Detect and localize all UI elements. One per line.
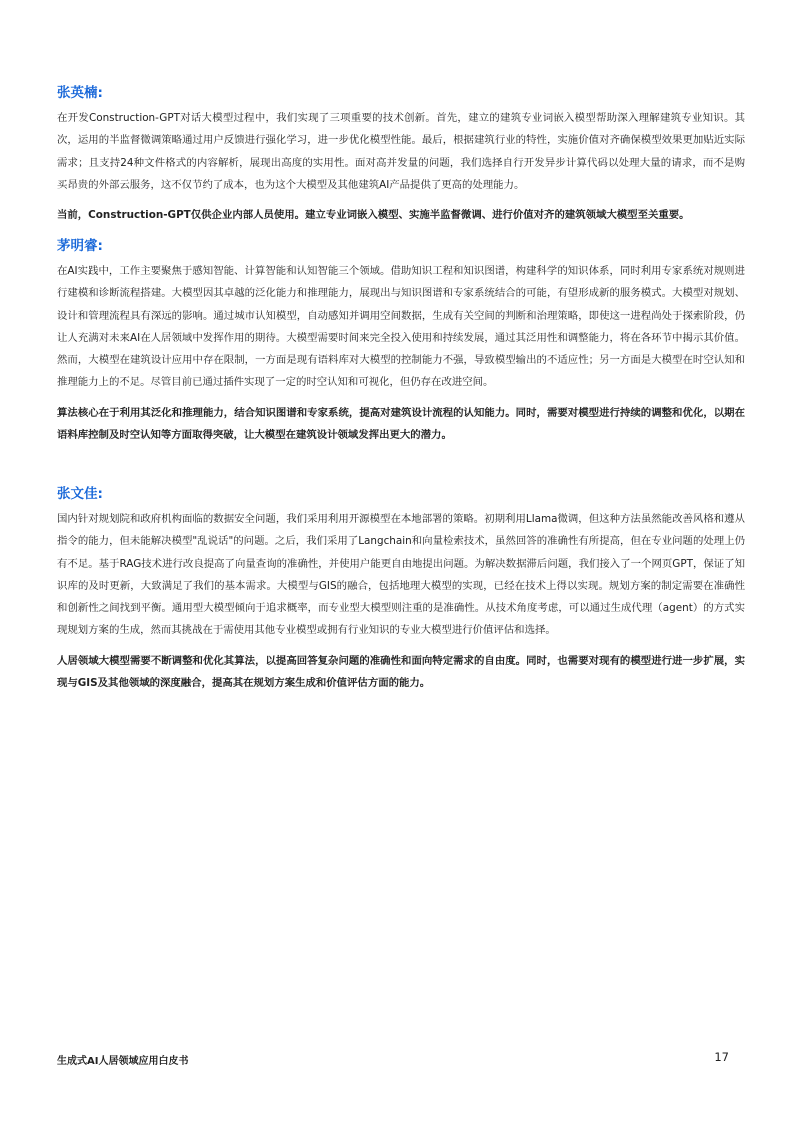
section-summary: 当前，Construction-GPT仅供企业内部人员使用。建立专业词嵌入模型、实施半监督微调、进行价值对齐的建筑领域大模型至关重要。 [57,209,690,222]
section-paragraph: 在开发Construction-GPT对话大模型过程中，我们实现了三项重要的技术创新。首先，建立的建筑专业词嵌入模型帮助深入理解建筑专业知识。其次，运用的半监督微调策略通过用户反馈进行强化学习，进一步优化模型性能。最后，根据建筑行业的特性，实施价值对齐确保模型效果更加贴近实际需求；且支持24种文件格式的内容解析，展现出高度的实用性。面对高并发量的问题，我们选择自行开发异步计算代码以处理大量的请求，而不是购买昂贵的外部云服务，这不仅节约了成本，也为这个大模型及其他建筑AI产品提供了更高的处理能力。 [57,112,745,191]
section-summary: 人居领域大模型需要不断调整和优化其算法，以提高回答复杂问题的准确性和面向特定需求的自由度。同时，也需要对现有的模型进行进一步扩展，实现与GIS及其他领域的深度融合，提高其在规划方案生成和价值评估方面的能力。 [57,654,745,690]
page-number: 17 [714,1050,729,1064]
section-mao-mingrui [57,237,745,446]
section-summary: 算法核心在于利用其泛化和推理能力，结合知识图谱和专家系统，提高对建筑设计流程的认知能力。同时，需要对模型进行持续的调整和优化，以期在语料库控制及时空认知等方面取得突破，让大模型在建筑设计领域发挥出更大的潜力。 [57,406,745,442]
section-paragraph: 在AI实践中，工作主要聚焦于感知智能、计算智能和认知智能三个领域。借助知识工程和知识图谱，构建科学的知识体系，同时利用专家系统对规则进行建模和诊断流程搭建。大模型因其卓越的泛化能力和推理能力，展现出与知识图谱和专家系统结合的可能，有望形成新的服务模式。大模型对规划、设计和管理流程具有深远的影响。通过城市认知模型，自动感知并调用空间数据，生成有关空间的判断和治理策略，即使这一进程尚处于探索阶段，仍让人充满对未来AI在人居领域中发挥作用的期待。大模型需要时间来完全投入使用和持续发展，通过其泛用性和调整能力，将在各环节中揭示其价值。然而，大模型在建筑设计应用中存在限制，一方面是现有语料库对大模型的控制能力不强，导致模型输出的不适应性；另一方面是大模型在时空认知和推理能力上的不足。尽管目前已通过插件实现了一定的时空认知和可视化，但仍存在改进空间。 [57,265,745,389]
section-paragraph: 国内针对规划院和政府机构面临的数据安全问题，我们采用利用开源模型在本地部署的策略。初期利用Llama微调，但这种方法虽然能改善风格和遵从指令的能力，但未能解决模型"乱说话"的问题。之后，我们采用了Langchain和向量检索技术，虽然回答的准确性有所提高，但在专业问题的处理上仍有不足。基于RAG技术进行改良提高了向量查询的准确性，并使用户能更自由地提出问题。为解决数据滞后问题，我们接入了一个网页GPT，保证了知识库的及时更新，大致满足了我们的基本需求。大模型与GIS的融合，包括地理大模型的实现，已经在技术上得以实现。规划方案的制定需要在准确性和创新性之间找到平衡。通用型大模型倾向于追求概率，而专业型大模型则注重的是准确性。从技术角度考虑，可以通过生成代理（agent）的方式实现规划方案的生成，然而其挑战在于需使用其他专业模型或拥有行业知识的专业大模型进行价值评估和选择。 [57,513,745,637]
speaker-name: 张英楠: [57,85,103,101]
page-content [57,0,745,1122]
section-zhang-wenjia [57,485,745,694]
footer-title: 生成式AI人居领域应用白皮书 [57,1056,189,1067]
speaker-name: 茅明睿: [57,238,103,254]
section-zhang-yingnan [57,84,745,226]
speaker-name: 张文佳: [57,486,103,502]
